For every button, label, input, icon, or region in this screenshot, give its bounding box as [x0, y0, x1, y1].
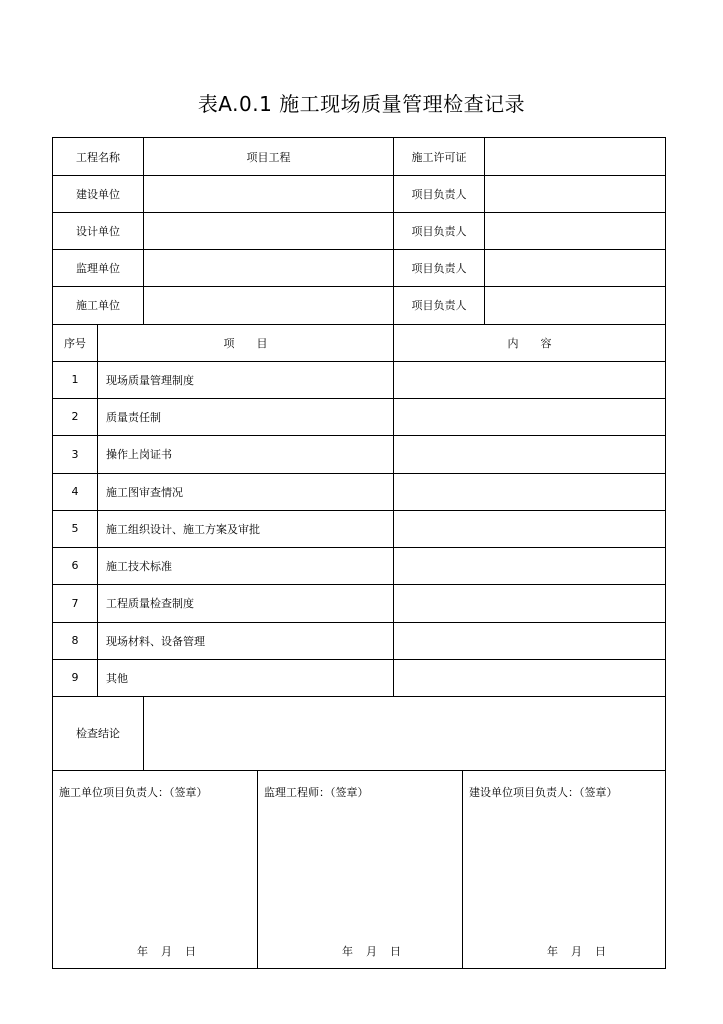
project-name-value[interactable]: 项目工程	[246, 150, 291, 164]
item-content[interactable]	[399, 510, 665, 547]
signature-owner-label: 建设单位项目负责人：（签章）	[469, 786, 618, 799]
item-content[interactable]	[399, 622, 665, 659]
person-value[interactable]	[485, 286, 665, 324]
item-name: 其他	[106, 671, 128, 685]
person-label: 项目负责人	[411, 187, 467, 201]
items-header-content: 内 容	[507, 336, 552, 350]
person-label: 项目负责人	[411, 261, 467, 275]
item-content[interactable]	[399, 547, 665, 584]
item-content[interactable]	[399, 361, 665, 398]
signature-construction-date: 年 月 日	[137, 945, 197, 958]
unit-label: 建设单位	[76, 187, 120, 201]
item-no: 4	[71, 485, 79, 498]
unit-value[interactable]	[144, 249, 393, 286]
item-name: 施工组织设计、施工方案及审批	[106, 522, 260, 536]
unit-label: 监理单位	[76, 261, 120, 275]
items-header-item: 项 目	[223, 336, 268, 350]
item-no: 8	[71, 634, 79, 647]
conclusion-value[interactable]	[149, 696, 665, 770]
conclusion-label: 检查结论	[76, 727, 120, 740]
item-content[interactable]	[399, 659, 665, 696]
person-value[interactable]	[485, 175, 665, 212]
unit-value[interactable]	[144, 175, 393, 212]
col-divider	[97, 324, 98, 696]
item-no: 6	[71, 559, 79, 572]
signature-supervisor-label: 监理工程师：（签章）	[264, 786, 369, 799]
item-content[interactable]	[399, 473, 665, 510]
person-value[interactable]	[485, 249, 665, 286]
item-content[interactable]	[399, 435, 665, 473]
person-value[interactable]	[485, 212, 665, 249]
unit-value[interactable]	[144, 286, 393, 324]
col-divider	[257, 770, 258, 968]
item-name: 现场材料、设备管理	[106, 634, 205, 648]
unit-label: 施工单位	[76, 299, 120, 312]
col-divider	[143, 696, 144, 770]
signature-construction-label: 施工单位项目负责人：（签章）	[59, 786, 208, 799]
unit-value[interactable]	[144, 212, 393, 249]
inspection-form	[52, 137, 666, 969]
row-divider	[53, 770, 665, 771]
item-name: 施工技术标准	[106, 559, 172, 573]
item-no: 1	[71, 373, 79, 386]
project-name-label: 工程名称	[76, 150, 120, 164]
item-name: 质量责任制	[106, 410, 161, 424]
item-name: 操作上岗证书	[106, 448, 172, 461]
unit-label: 设计单位	[76, 224, 120, 238]
person-label: 项目负责人	[411, 299, 467, 312]
person-label: 项目负责人	[411, 224, 467, 238]
col-divider	[462, 770, 463, 968]
col-divider	[393, 324, 394, 696]
permit-label: 施工许可证	[411, 150, 467, 164]
page-title: 表A.0.1 施工现场质量管理检查记录	[197, 92, 526, 116]
signature-supervisor-date: 年 月 日	[342, 945, 402, 958]
permit-value[interactable]	[485, 138, 665, 175]
item-content[interactable]	[399, 584, 665, 622]
item-name: 施工图审查情况	[106, 485, 183, 499]
items-header-no: 序号	[64, 336, 86, 350]
item-no: 7	[71, 596, 79, 610]
signature-owner-date: 年 月 日	[547, 945, 607, 958]
item-no: 2	[71, 410, 79, 423]
item-no: 3	[71, 447, 79, 461]
item-content[interactable]	[399, 398, 665, 435]
item-name: 现场质量管理制度	[106, 373, 194, 387]
item-name: 工程质量检查制度	[106, 597, 194, 610]
item-no: 9	[71, 671, 79, 684]
item-no: 5	[71, 522, 79, 535]
